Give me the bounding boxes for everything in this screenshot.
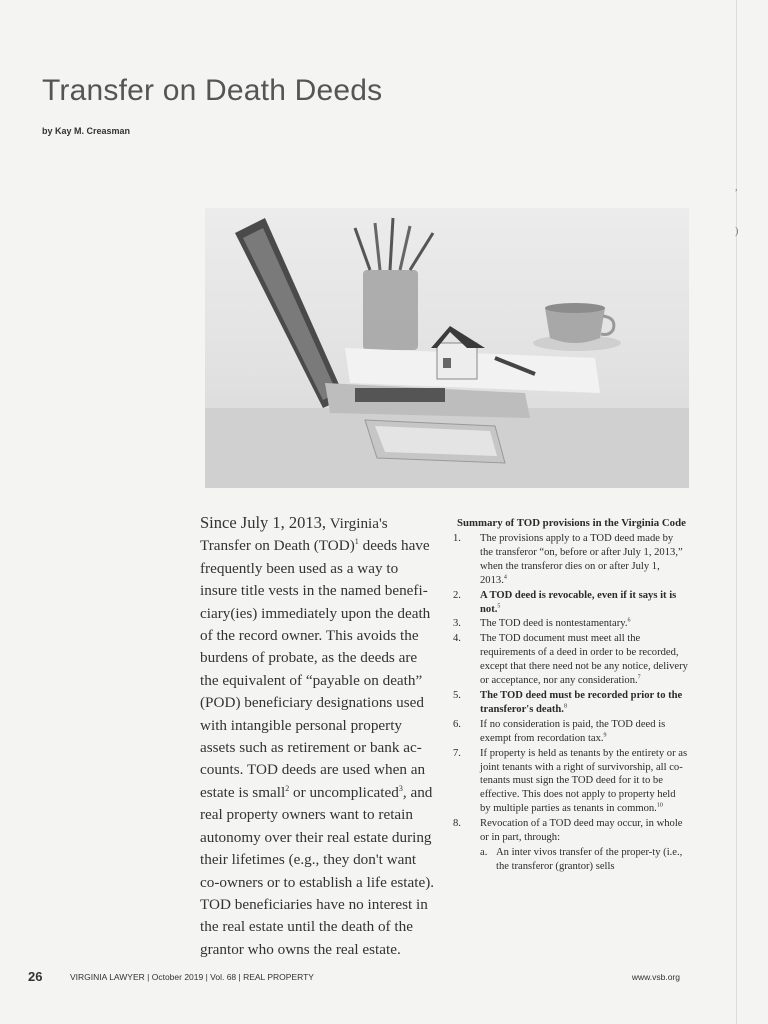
summary-column [452, 516, 688, 875]
list-item: 1. The provisions apply to a TOD deed made by the transferor “on, before or after July 1, 2013,” when the transferor dies on or after July 1, 2013.$^4$ [453, 533, 683, 586]
article-photo [205, 208, 689, 488]
pencil-cup-icon [355, 218, 433, 350]
lead-paragraph: Since July 1, 2013, Virginia's Transfer on Death (TOD)$^1$ deeds have frequently been used as a way to insure title vests in the named benefi-ciary(ies) immediately upon the death of the record owner. This avoids the burdens of probate, as the deeds are the equivalent of “payable on death” (POD) beneficiary designations used with intangible personal property assets such as retirement or bank ac-counts. TOD deeds are used when an estate is small$^2$ or uncomplicated$^3$, and real property owners want to retain autonomy over their real estate during their lifetimes (e.g., they don't want co-owners or to establish a life estate). TOD beneficiaries have no interest in the real estate until the death of the grantor who owns the real estate. [200, 513, 435, 958]
publication-info: VIRGINIA LAWYER | October 2019 | Vol. 68 | REAL PROPERTY [70, 972, 314, 982]
summary-heading: Summary of TOD provisions in the Virginia Code [457, 517, 686, 529]
list-item: 4. The TOD document must meet all the requirements of a deed in order to be recorded, except that there need not be any notice, delivery or acceptance, nor any consideration.$^7$ [453, 633, 688, 687]
list-item: 8. Revocation of a TOD deed may occur, in whole or in part, through: [453, 818, 683, 844]
scan-mark: , [735, 182, 738, 193]
footnote-ref: 1 [354, 537, 359, 547]
footnote-ref: 2 [285, 783, 290, 793]
scan-mark: ) [735, 226, 739, 237]
list-item: 5. The TOD deed must be recorded prior to the transferor's death.$^8$ [453, 689, 683, 715]
list-item: 6. If no consideration is paid, the TOD deed is exempt from recordation tax.$^9$ [453, 718, 666, 744]
list-item: 7. If property is held as tenants by the entirety or as joint tenants with a right of survivorship, all co-tenants must sign the TOD deed for it to be effective. This does not apply to property held by multiple parties as tenants in common.$^{10}$ [453, 747, 688, 815]
coffee-cup-icon [533, 303, 621, 351]
list-item: a. An inter vivos transfer of the proper-ty (i.e., the transferor (grantor) sells [480, 846, 683, 872]
list-item: 3. The TOD deed is nontestamentary.$^6$ [453, 617, 631, 630]
website-link[interactable]: www.vsb.org [631, 972, 680, 982]
article-title: Transfer on Death Deeds [42, 74, 383, 107]
page-number: 26 [28, 969, 43, 984]
lead-opening: Since July 1, 2013, [200, 513, 327, 532]
list-item: 2. A TOD deed is revocable, even if it says it is not.$^5$ [453, 589, 677, 615]
house-model-icon [431, 326, 485, 379]
article-byline: by Kay M. Creasman [42, 126, 131, 136]
page-edge-shadow [736, 0, 737, 1024]
footnote-ref: 3 [398, 783, 403, 793]
calculator-icon [365, 420, 505, 463]
summary-list [452, 532, 688, 874]
